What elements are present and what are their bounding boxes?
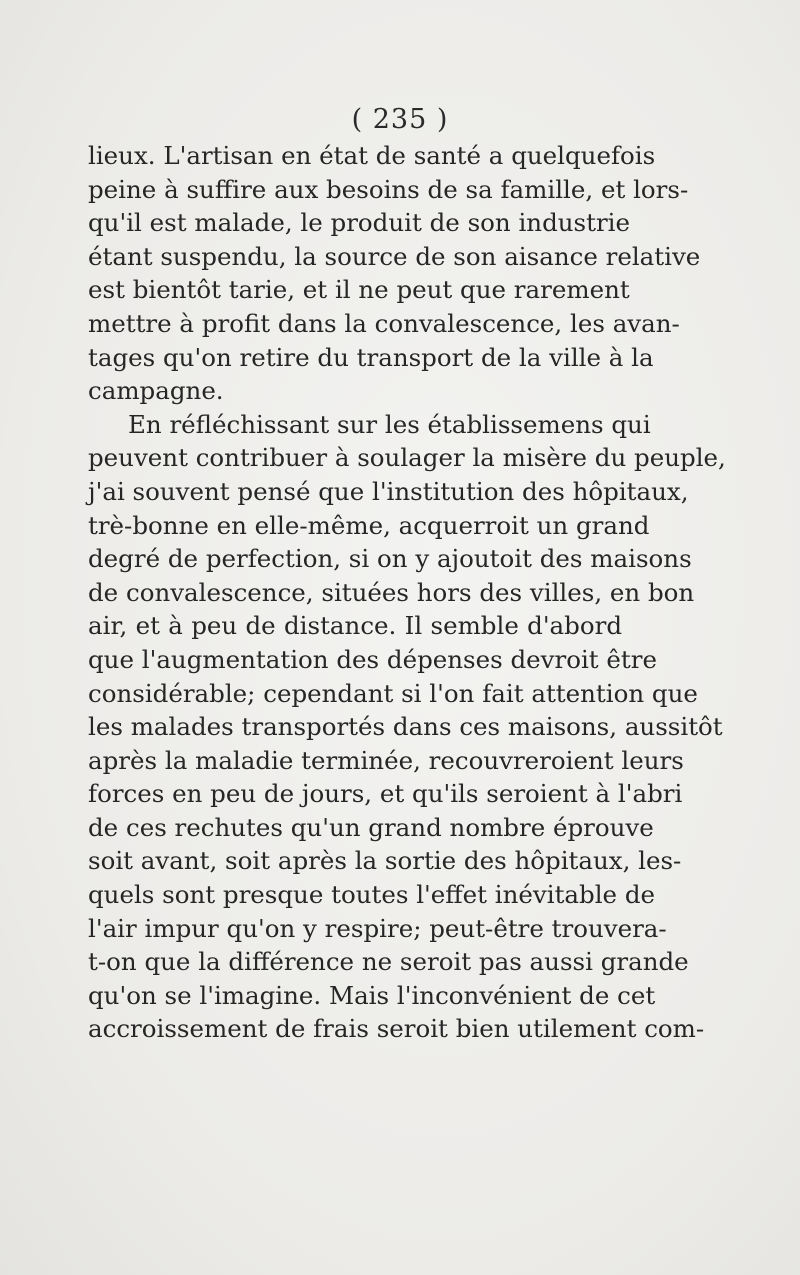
text-line: t-on que la différence ne seroit pas aussi grande — [88, 947, 689, 977]
page-number: ( 235 ) — [351, 104, 449, 135]
text-line: l'air impur qu'on y respire; peut-être trouvera- — [88, 913, 667, 943]
text-line: accroissement de frais seroit bien utilement com- — [88, 1014, 705, 1044]
text-line: les malades transportés dans ces maisons, aussitôt — [88, 712, 723, 742]
text-line: peuvent contribuer à soulager la misère du peuple, — [88, 443, 726, 473]
text-line: que l'augmentation des dépenses devroit être — [88, 644, 657, 674]
text-line: j'ai souvent pensé que l'institution des hôpitaux, — [88, 476, 689, 506]
text-line: quels sont presque toutes l'effet inévitable de — [88, 880, 656, 910]
text-line: soit avant, soit après la sortie des hôpitaux, les- — [88, 846, 682, 876]
paragraph-start-line: En réfléchissant sur les établissemens qui — [128, 409, 651, 439]
text-line: est bientôt tarie, et il ne peut que rarement — [88, 275, 630, 305]
body-text — [88, 139, 726, 1046]
text-line: mettre à profit dans la convalescence, les avan- — [88, 308, 680, 338]
text-line: trè-bonne en elle-même, acquerroit un grand — [88, 510, 650, 540]
text-line: qu'on se l'imagine. Mais l'inconvénient de cet — [88, 980, 656, 1010]
text-line: peine à suffire aux besoins de sa famille, et lors- — [88, 174, 689, 204]
text-line: lieux. L'artisan en état de santé a quelquefois — [88, 141, 656, 170]
text-line: campagne. — [88, 376, 224, 406]
text-line: étant suspendu, la source de son aisance relative — [88, 241, 701, 271]
text-line: de ces rechutes qu'un grand nombre éprouve — [88, 812, 654, 842]
text-line: qu'il est malade, le produit de son industrie — [88, 208, 631, 238]
text-line: forces en peu de jours, et qu'ils seroient à l'abri — [88, 779, 683, 809]
text-line: considérable; cependant si l'on fait attention que — [88, 678, 698, 708]
text-line: après la maladie terminée, recouvreroient leurs — [88, 745, 684, 775]
text-line: air, et à peu de distance. Il semble d'abord — [88, 611, 622, 641]
text-line: de convalescence, situées hors des villes, en bon — [88, 577, 695, 607]
text-line: tages qu'on retire du transport de la ville à la — [88, 342, 654, 372]
text-line: degré de perfection, si on y ajoutoit des maisons — [88, 544, 692, 574]
